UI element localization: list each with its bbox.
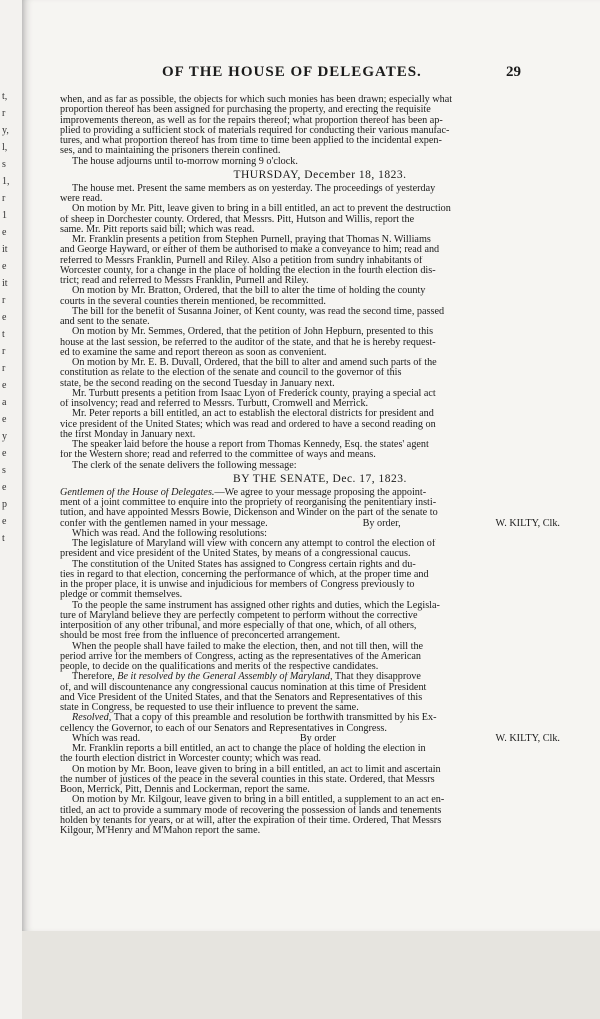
section-heading (60, 473, 580, 486)
line-text: president and vice president of the United States, by means of a congressional caucus. (60, 549, 411, 560)
line-text: referred to Messrs Franklin, Purnell and Riley. Also a petition from sundry inhabitants of (60, 255, 423, 266)
text-line (60, 816, 580, 826)
line-text: for the Western shore; read and referred to the committee of ways and means. (60, 450, 376, 461)
line-text-rest: That a copy of this preamble and resolution be forthwith transmitted by his Ex- (111, 713, 437, 724)
line-text: courts in the several counties therein mentioned, be recommitted. (60, 296, 326, 307)
line-text: of insolvency; read and referred to Messrs. Turbutt, Cromwell and Merrick. (60, 399, 369, 409)
line-text: the fourth election district in Worcester county; which was read. (60, 754, 321, 765)
margin-fragment: r (2, 193, 6, 204)
line-text: holden by tenants for years, or at will, after the expiration of their time. Ordered, That Messrs (60, 815, 442, 826)
line-text: To the people the same instrument has assigned other rights and duties, which the Legisla- (72, 600, 440, 611)
text-line (60, 256, 580, 266)
running-head: OF THE HOUSE OF DELEGATES. (162, 64, 422, 80)
margin-fragment: it (2, 278, 8, 289)
page-number: 29 (506, 64, 521, 80)
text-line (60, 126, 580, 136)
line-text: ture of Maryland believe they are perfectly competent to perform without the corrective (60, 610, 418, 621)
text-line (60, 116, 580, 126)
margin-fragment: e (2, 516, 7, 527)
text-line (60, 420, 580, 430)
line-text-rest: —We agree to your message proposing the appoint- (214, 487, 427, 498)
line-text: ed to examine the same and report thereon as soon as convenient. (60, 347, 327, 358)
text-line (60, 450, 580, 460)
line-text: titled, an act to provide a summary mode of recovering the possession of lands and tenements (60, 805, 442, 816)
text-line (60, 693, 580, 703)
margin-fragment: 1 (2, 210, 7, 221)
text-line (60, 498, 580, 508)
text-line (60, 775, 580, 785)
text-line (60, 683, 580, 693)
line-text: The constitution of the United States has assigned to Congress certain rights and du- (72, 559, 416, 570)
text-line (60, 317, 580, 327)
text-line (60, 105, 580, 115)
line-text: Resolved, (72, 713, 112, 724)
text-line (60, 826, 580, 836)
clerk-signature: W. KILTY, Clk. (495, 733, 560, 744)
line-text: of sheep in Dorchester county. Ordered, that Messrs. Pitt, Hutson and Willis, report the (60, 214, 415, 225)
text-line (60, 225, 580, 235)
text-line (60, 358, 580, 368)
line-text: On motion by Mr. Pitt, leave given to bring in a bill entitled, an act to prevent the destruction (72, 204, 451, 215)
line-text: On motion by Mr. Semmes, Ordered, that the petition of John Hepburn, presented to this (72, 327, 434, 338)
text-line (60, 724, 580, 734)
section-heading (60, 169, 580, 182)
text-line (60, 560, 580, 570)
text-line (60, 286, 580, 296)
line-text: On motion by Mr. Bratton, Ordered, that the bill to alter the time of holding the county (72, 286, 426, 297)
line-text: Mr. Franklin reports a bill entitled, an act to change the place of holding the election in (72, 744, 426, 754)
book-page (22, 0, 600, 931)
line-text: period arrive for the members of Congress, acting as the representatives of the American (60, 651, 421, 662)
text-line (60, 488, 580, 498)
text-line (60, 806, 580, 816)
line-text: and George Hayward, or either of them be authorised to make a conveyance to him; read and (60, 245, 440, 256)
text-line (60, 662, 580, 672)
text-line (60, 765, 580, 775)
line-text: cellency the Governor, to each of our Senators and Representatives in Congress. (60, 723, 387, 734)
text-line (60, 703, 580, 713)
text-line (60, 744, 580, 754)
text-line (60, 95, 580, 105)
line-text: Which was read. And the following resolutions: (72, 528, 267, 539)
text-line (60, 461, 580, 471)
margin-fragment: s (2, 159, 6, 170)
line-text: same. Mr. Pitt reports said bill; which was read. (60, 224, 255, 235)
margin-fragment: r (2, 108, 6, 119)
margin-fragment: a (2, 397, 7, 408)
margin-fragment: p (2, 499, 7, 510)
text-line (60, 307, 580, 317)
text-line (60, 204, 580, 214)
margin-fragment: e (2, 312, 7, 323)
line-text: On motion by Mr. Boon, leave given to bring in a bill entitled, an act to limit and ascertain (72, 764, 441, 775)
line-text: BY THE SENATE, Dec. 17, 1823. (233, 472, 407, 485)
line-text: Which was read. (72, 733, 141, 744)
text-line (60, 508, 580, 518)
text-line (60, 642, 580, 652)
text-line (60, 549, 580, 559)
line-text: constitution as relate to the election of the senate and council to the governor of this (60, 368, 402, 379)
text-line (60, 539, 580, 549)
line-text: Mr. Peter reports a bill entitled, an act to establish the electoral districts for president and (72, 409, 434, 420)
margin-fragment: t (2, 329, 5, 340)
text-line (60, 713, 580, 723)
text-line (60, 327, 580, 337)
line-text: confer with the gentlemen named in your message. (60, 518, 268, 529)
line-text: The bill for the benefit of Susanna Joiner, of Kent county, was read the second time, passed (72, 306, 445, 317)
line-text: Mr. Turbutt presents a petition from Isaac Lyon of Frederick county, praying a special act (72, 388, 436, 399)
text-line (60, 184, 580, 194)
text-line (60, 136, 580, 146)
text-line (60, 611, 580, 621)
text-line (60, 672, 580, 682)
line-text: Boon, Merrick, Pitt, Dennis and Lockerman, report the same. (60, 785, 310, 795)
italic-phrase: Be it resolved by the General Assembly of Maryland, (117, 672, 333, 683)
line-text: were read. (60, 194, 103, 204)
line-text: The legislature of Maryland will view with concern any attempt to control the election of (72, 539, 436, 549)
text-line (60, 194, 580, 204)
text-line (60, 631, 580, 641)
margin-fragment: r (2, 363, 6, 374)
text-line (60, 266, 580, 276)
line-text: Mr. Franklin presents a petition from Stephen Purnell, praying that Thomas N. Williams (72, 235, 431, 245)
text-line (60, 389, 580, 399)
line-text: and Vice President of the United States, and that the Senators and Representatives of this (60, 692, 423, 703)
line-text: tution, and have appointed Messrs Bowie, Dickenson and Winder on the part of the senate to (60, 508, 438, 519)
margin-fragment: e (2, 261, 7, 272)
line-text: vice president of the United States; which was read and ordered to have a second reading on (60, 419, 436, 430)
margin-fragment: t, (2, 91, 8, 102)
text-line (60, 754, 580, 764)
margin-fragment: e (2, 380, 7, 391)
text-line (60, 621, 580, 631)
line-text: of, and will discountenance any congressional caucus nomination at this time of President (60, 682, 427, 693)
line-text: The house met. Present the same members as on yesterday. The proceedings of yesterday (72, 183, 436, 194)
line-text: plied to providing a sufficient stock of materials required for conducting their various manufac- (60, 125, 450, 136)
text-line (60, 297, 580, 307)
line-text: On motion by Mr. Kilgour, leave given to bring in a bill entitled, a supplement to an act en- (72, 795, 445, 806)
line-text: state, be the second reading on the second Tuesday in January next. (60, 378, 335, 389)
line-text: when, and as far as possible, the objects for which such monies has been drawn; especially what (60, 95, 453, 105)
margin-fragment: r (2, 346, 6, 357)
line-text: trict; read and referred to Messrs Franklin, Purnell and Riley. (60, 276, 309, 286)
margin-fragment: y, (2, 125, 9, 136)
line-text: ment of a joint committee to enquire into the propriety of reorganising the penitentiary insti- (60, 498, 437, 508)
margin-fragment: 1, (2, 176, 10, 187)
text-line (60, 399, 580, 409)
margin-fragment: t (2, 533, 5, 544)
text-line (60, 430, 580, 440)
text-line (60, 440, 580, 450)
line-text: and sent to the senate. (60, 317, 150, 327)
text-line (60, 338, 580, 348)
line-text-rest: That they disapprove (332, 672, 421, 683)
line-text: When the people shall have failed to make the election, then, and not till then, will the (72, 641, 424, 652)
line-text: ses, and to maintaining the prisoners therein confined. (60, 146, 281, 157)
line-text: Kilgour, M'Henry and M'Mahon report the same. (60, 826, 261, 836)
text-line (60, 734, 580, 744)
margin-fragment: it (2, 244, 8, 255)
text-line (60, 245, 580, 255)
line-text: The speaker laid before the house a report from Thomas Kennedy, Esq. the states' agent (72, 440, 429, 450)
text-line (60, 157, 580, 167)
line-text: house at the last session, be referred to the auditor of the state, and that he is hereby request- (60, 337, 436, 348)
text-line (60, 785, 580, 795)
line-text: tures, and what proportion thereof has from time to time been applied to the incidental expen- (60, 136, 442, 146)
text-line (60, 215, 580, 225)
line-text: The clerk of the senate delivers the following message: (72, 460, 297, 471)
text-line (60, 590, 580, 600)
line-text: On motion by Mr. E. B. Duvall, Ordered, that the bill to alter and amend such parts of the (72, 358, 437, 368)
text-line (60, 529, 580, 539)
journal-text (60, 95, 580, 836)
clerk-signature: W. KILTY, Clk. (495, 518, 560, 529)
line-text: Worcester county, for a change in the place of holding the election in the fourth election dis- (60, 265, 436, 276)
text-line (60, 348, 580, 358)
text-line (60, 795, 580, 805)
line-text: Gentlemen of the House of Delegates. (60, 487, 215, 498)
line-text: THURSDAY, December 18, 1823. (233, 168, 407, 181)
text-line (60, 519, 580, 529)
by-order: By order (299, 733, 336, 744)
margin-fragment: e (2, 482, 7, 493)
margin-fragment: l, (2, 142, 8, 153)
line-text: should be most free from the influence of preconcerted arrangement. (60, 631, 341, 642)
line-text: pledge or commit themselves. (60, 590, 183, 601)
margin-fragment: r (2, 295, 6, 306)
line-text: the number of justices of the peace in the several counties in this state. Ordered, that Messrs (60, 774, 435, 785)
by-order: By order, (362, 518, 401, 529)
line-text: the first Monday in January next. (60, 429, 196, 440)
text-line (60, 580, 580, 590)
line-text: The house adjourns until to-morrow morning 9 o'clock. (72, 156, 298, 167)
text-line (60, 235, 580, 245)
line-text: ties in regard to that election, concerning the performance of which, at the proper time and (60, 569, 429, 580)
text-line (60, 570, 580, 580)
left-margin-strip (0, 0, 22, 1019)
text-line (60, 409, 580, 419)
line-text: in the proper place, it is unwise and injudicious for members of Congress previously to (60, 580, 415, 590)
margin-fragment: s (2, 465, 6, 476)
line-text: proportion thereof has been assigned for purchasing the property, and erecting the requisite (60, 105, 431, 116)
line-text: improvements thereon, as well as for the repairs thereof; what proportion thereof has been ap- (60, 115, 443, 126)
page-header (22, 64, 582, 86)
line-text: people, to decide on the qualifications and merits of the respective candidates. (60, 662, 379, 672)
text-line (60, 368, 580, 378)
margin-fragment: e (2, 227, 7, 238)
text-line (60, 652, 580, 662)
text-line (60, 379, 580, 389)
margin-fragment: e (2, 414, 7, 425)
text-line (60, 276, 580, 286)
line-text: interposition of any other tribunal, and more especially of that one, which, of all others, (60, 621, 417, 631)
margin-fragment: y (2, 431, 7, 442)
text-line (60, 146, 580, 156)
margin-fragment: e (2, 448, 7, 459)
text-line (60, 601, 580, 611)
line-text: state in Congress, be requested to use their influence to prevent the same. (60, 703, 359, 713)
line-text: Therefore, (72, 672, 118, 683)
